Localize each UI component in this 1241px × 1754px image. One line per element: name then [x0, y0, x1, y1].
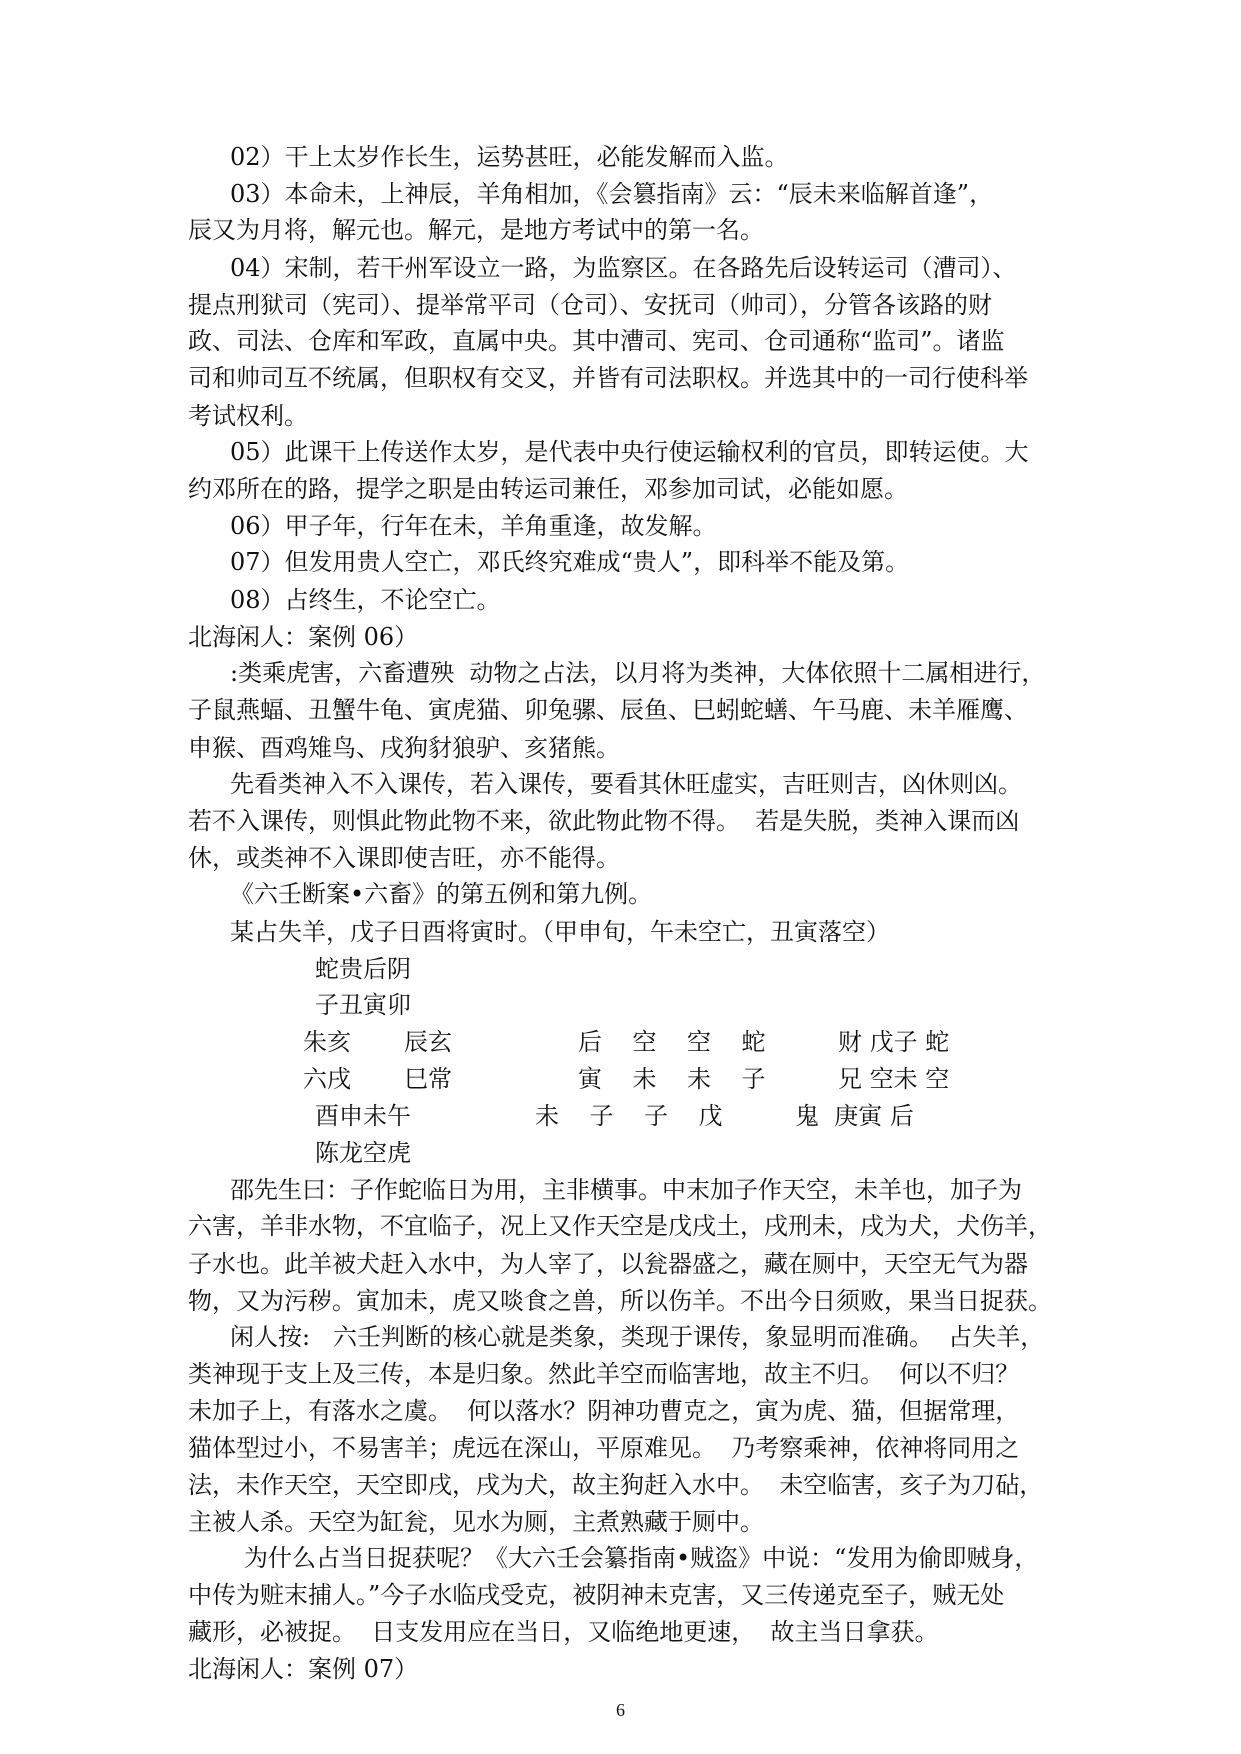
chart-cell: 财 戊子 蛇: [838, 1027, 950, 1056]
text-line: 未加子上，有落水之虞。 何以落水？阴神功曹克之，寅为虎、猫，但据常理，: [188, 1396, 1020, 1425]
chart-cell: 后 空 空 蛇: [578, 1027, 766, 1056]
chart-cell: 寅 未 未 子: [578, 1064, 766, 1093]
text-line: 休，或类神不入课即使吉旺，亦不能得。: [188, 843, 620, 872]
text-line: 子水也。此羊被犬赶入水中，为人宰了，以瓮器盛之，藏在厕中，天空无气为器: [188, 1249, 1028, 1278]
chart-cell: 六戌: [303, 1064, 351, 1093]
text-line: 猫体型过小，不易害羊；虎远在深山，平原难见。 乃考察乘神，依神将同用之: [188, 1434, 1020, 1463]
case-heading: 北海闲人：案例 06）: [188, 622, 419, 651]
text-line: 辰又为月将，解元也。解元，是地方考试中的第一名。: [188, 216, 764, 245]
chart-row: 子丑寅卯: [315, 991, 411, 1020]
text-line: 藏形，必被捉。 日支发用应在当日，又临绝地更速， 故主当日拿获。: [188, 1618, 939, 1647]
chart-row: 陈龙空虎: [315, 1138, 411, 1167]
text-line: 《六壬断案•六畜》的第五例和第九例。: [230, 880, 653, 909]
text-line: 约邓所在的路，提学之职是由转运司兼任，邓参加司试，必能如愿。: [188, 474, 908, 503]
text-line: 06）甲子年，行年在未，羊角重逢，故发解。: [230, 511, 717, 540]
text-line: 六害，羊非水物，不宜临子，况上又作天空是戊戌土，戌刑未，戌为犬，犬伤羊，: [188, 1212, 1052, 1241]
text-line: 02）干上太岁作长生，运势甚旺，必能发解而入监。: [230, 143, 789, 171]
text-line: 司和帅司互不统属，但职权有交叉，并皆有司法职权。并选其中的一司行使科举: [188, 363, 1028, 392]
text-line: 为什么占当日捉获呢？《大六壬会纂指南•贼盗》中说：“发用为偷即贼身，: [244, 1544, 1039, 1573]
text-line: 先看类神入不入课传，若入课传，要看其休旺虚实，吉旺则吉，凶休则凶。: [230, 770, 1022, 799]
text-line: 邵先生曰：子作蛇临日为用，主非横事。中末加子作天空，未羊也，加子为: [230, 1175, 1022, 1204]
text-line: 若不入课传，则惧此物此物不来，欲此物此物不得。 若是失脱，类神入课而凶: [188, 806, 1020, 835]
chart-cell: 兄 空未 空: [838, 1064, 950, 1093]
text-line: 中传为赃末捕人。”今子水临戌受克，被阴神未克害，又三传递克至子，贼无处: [188, 1580, 1005, 1609]
chart-cell: 酉申未午: [315, 1102, 411, 1131]
text-line: 申猴、酉鸡雉鸟、戌狗豺狼驴、亥猪熊。: [188, 733, 620, 762]
text-line: 考试权利。: [188, 401, 308, 430]
text-line: 提点刑狱司（宪司）、提举常平司（仓司）、安抚司（帅司），分管各该路的财: [188, 290, 992, 319]
text-line: 主被人杀。天空为缸瓮，见水为厕，主煮熟藏于厕中。: [188, 1507, 764, 1536]
text-line: 某占失羊，戊子日酉将寅时。（甲申旬，午未空亡，丑寅落空）: [230, 917, 890, 946]
text-line: 07）但发用贵人空亡，邓氏终究难成“贵人”，即科举不能及第。: [230, 548, 910, 577]
text-line: 类神现于支上及三传，本是归象。然此羊空而临害地，故主不归。 何以不归？: [188, 1359, 1020, 1388]
chart-cell: 鬼 庚寅 后: [795, 1102, 914, 1131]
case-heading: 北海闲人：案例 07）: [188, 1655, 419, 1684]
text-line: 03）本命未，上神辰，羊角相加，《会篡指南》云：“辰未来临解首逢”，: [230, 179, 994, 208]
chart-cell: 辰玄: [404, 1027, 452, 1056]
chart-cell: 朱亥: [303, 1027, 351, 1056]
text-line: 闲人按: 六壬判断的核心就是类象，类现于课传，象显明而准确。 占失羊，: [230, 1323, 1045, 1352]
text-line: :类乘虎害，六畜遭殃 动物之占法，以月将为类神，大体依照十二属相进行，: [230, 659, 1046, 688]
text-line: 政、司法、仓库和军政，直属中央。其中漕司、宪司、仓司通称“监司”。诸监: [188, 327, 1005, 356]
text-line: 法，未作天空，天空即戌，戌为犬，故主狗赶入水中。 未空临害，亥子为刀砧，: [188, 1470, 1044, 1499]
chart-cell: 未 子 子 戊: [535, 1102, 723, 1131]
text-line: 08）占终生，不论空亡。: [230, 585, 501, 614]
text-line: 05）此课干上传送作太岁，是代表中央行使运输权利的官员，即转运使。大: [230, 438, 1029, 467]
chart-cell: 巳常: [404, 1064, 452, 1093]
text-line: 子鼠燕蝠、丑蟹牛龟、寅虎猫、卯兔骡、辰鱼、巳蚓蛇蟮、午马鹿、未羊雁鹰、: [188, 695, 1028, 724]
chart-row: 蛇贵后阴: [315, 954, 411, 983]
text-line: 04）宋制，若干州军设立一路，为监察区。在各路先后设转运司（漕司）、: [230, 253, 1017, 282]
page-number: 6: [616, 1700, 625, 1720]
text-line: 物，又为污秽。寅加未，虎又啖食之兽，所以伤羊。不出今日须败，果当日捉获。: [188, 1286, 1052, 1315]
